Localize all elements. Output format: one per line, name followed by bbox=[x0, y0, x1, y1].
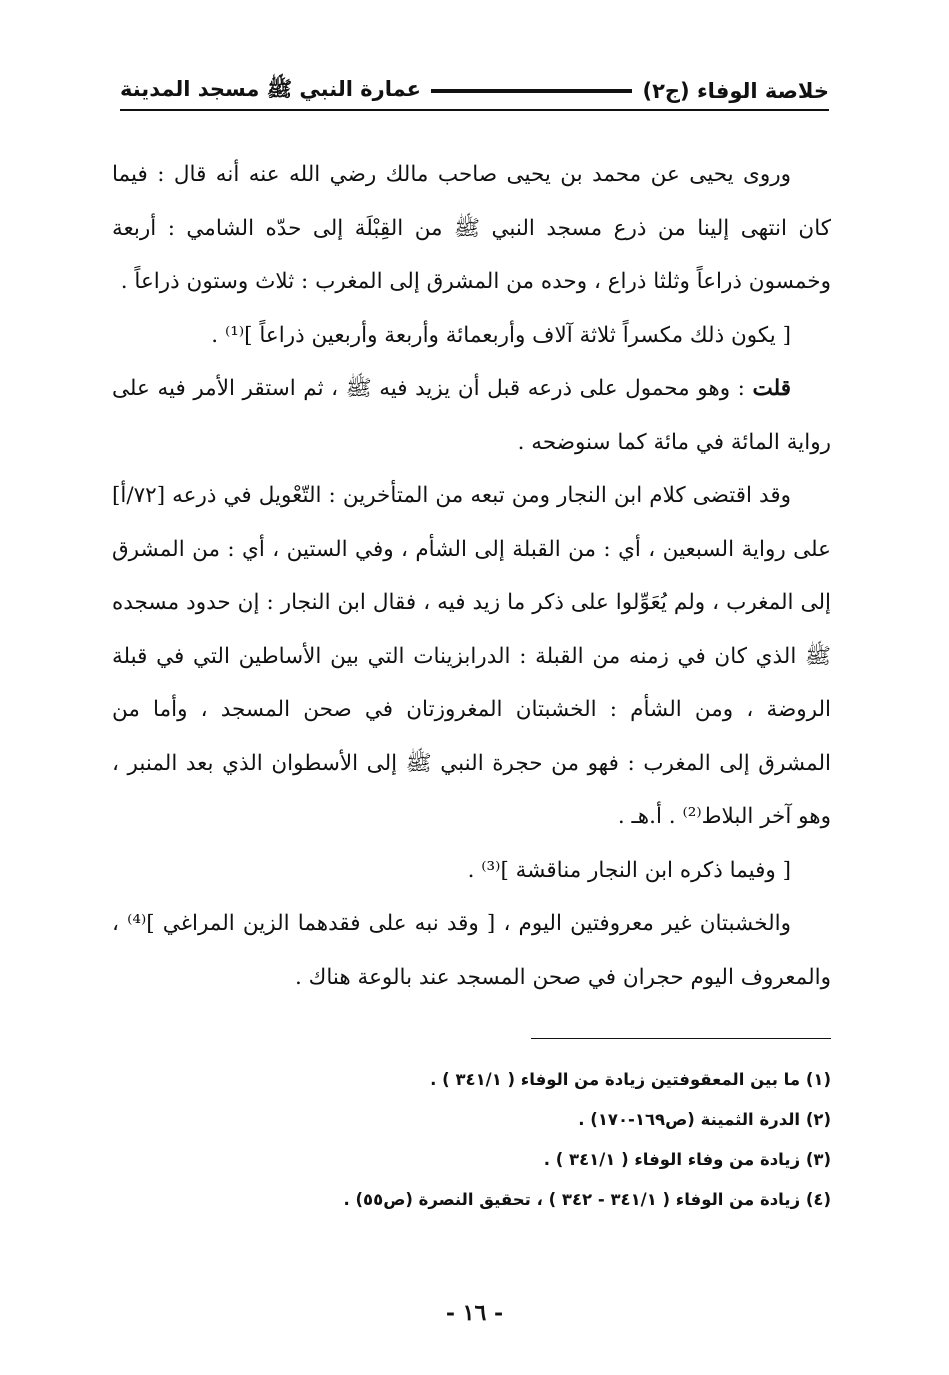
footnote-4: (٤) زيادة من الوفاء ( ٣٤١/١ - ٣٤٢ ) ، تحقيق النصرة (ص٥٥) . bbox=[343, 1190, 831, 1209]
paragraph-4: وقد اقتضى كلام ابن النجار ومن تبعه من المتأخرين : التّعْويل في ذرعه [٧٢/أ] على رواية السبعين ، أي : من القبلة إلى الشأم ، وفي الستين ، أي : من المشرق إلى المغرب ، ولم يُعَوِّلوا على ذكر ما زيد فيه ، فقال ابن النجار : إن حدود مسجده ﷺ الذي كان في زمنه من القبلة : الدرابزينات التي بين الأساطين التي في قبلة الروضة ، ومن الشأم : الخشبتان المغروزتان في صحن المسجد ، وأما من المشرق إلى المغرب : فهو من حجرة النبي ﷺ إلى الأسطوان الذي بعد المنبر ، وهو آخر البلاط⁽²⁾ . أ.هـ . bbox=[112, 483, 831, 829]
paragraph-1: وروى يحيى عن محمد بن يحيى صاحب مالك رضي الله عنه أنه قال : فيما كان انتهى إلينا من ذرع مسجد النبي ﷺ من القِبْلَة إلى حدّه الشامي : أربعة وخمسون ذراعاً وثلثا ذراع ، وحده من المشرق إلى المغرب : ثلاث وستون ذراعاً . bbox=[112, 162, 831, 294]
footnote-2: (٢) الدرة الثمينة (ص١٦٩-١٧٠) . bbox=[578, 1110, 831, 1129]
paragraph-5: [ وفيما ذكره ابن النجار مناقشة ]⁽³⁾ . bbox=[467, 857, 791, 883]
main-text bbox=[112, 148, 831, 1004]
footnote-1: (١) ما بين المعقوفتين زيادة من الوفاء ( ٣٤١/١ ) . bbox=[430, 1070, 831, 1089]
page-number: - ١٦ - bbox=[445, 1300, 504, 1326]
paragraph-3 bbox=[112, 362, 831, 469]
paragraph-6: والخشبتان غير معروفتين اليوم ، [ وقد نبه على فقدهما الزين المراغي ]⁽⁴⁾ ، والمعروف اليوم حجران في صحن المسجد عند بالوعة هناك . bbox=[112, 911, 831, 990]
book-title: خلاصة الوفاء (ج٢) bbox=[642, 79, 829, 103]
header-divider bbox=[120, 109, 829, 111]
section-title: عمارة النبي ﷺ مسجد المدينة bbox=[120, 76, 422, 101]
header-rule bbox=[431, 89, 632, 93]
footnotes bbox=[112, 1060, 831, 1220]
paragraph-3-text: : وهو محمول على ذرعه قبل أن يزيد فيه ﷺ ، ثم استقر الأمر فيه على رواية المائة في مائة كما سنوضحه . bbox=[112, 376, 831, 455]
qultu-label: قلت bbox=[752, 376, 791, 401]
footnote-3: (٣) زيادة من وفاء الوفاء ( ٣٤١/١ ) . bbox=[543, 1150, 831, 1169]
running-header bbox=[120, 76, 829, 106]
footnote-separator bbox=[531, 1038, 831, 1039]
paragraph-2: [ يكون ذلك مكسراً ثلاثة آلاف وأربعمائة وأربعة وأربعين ذراعاً ]⁽¹⁾ . bbox=[211, 322, 791, 348]
